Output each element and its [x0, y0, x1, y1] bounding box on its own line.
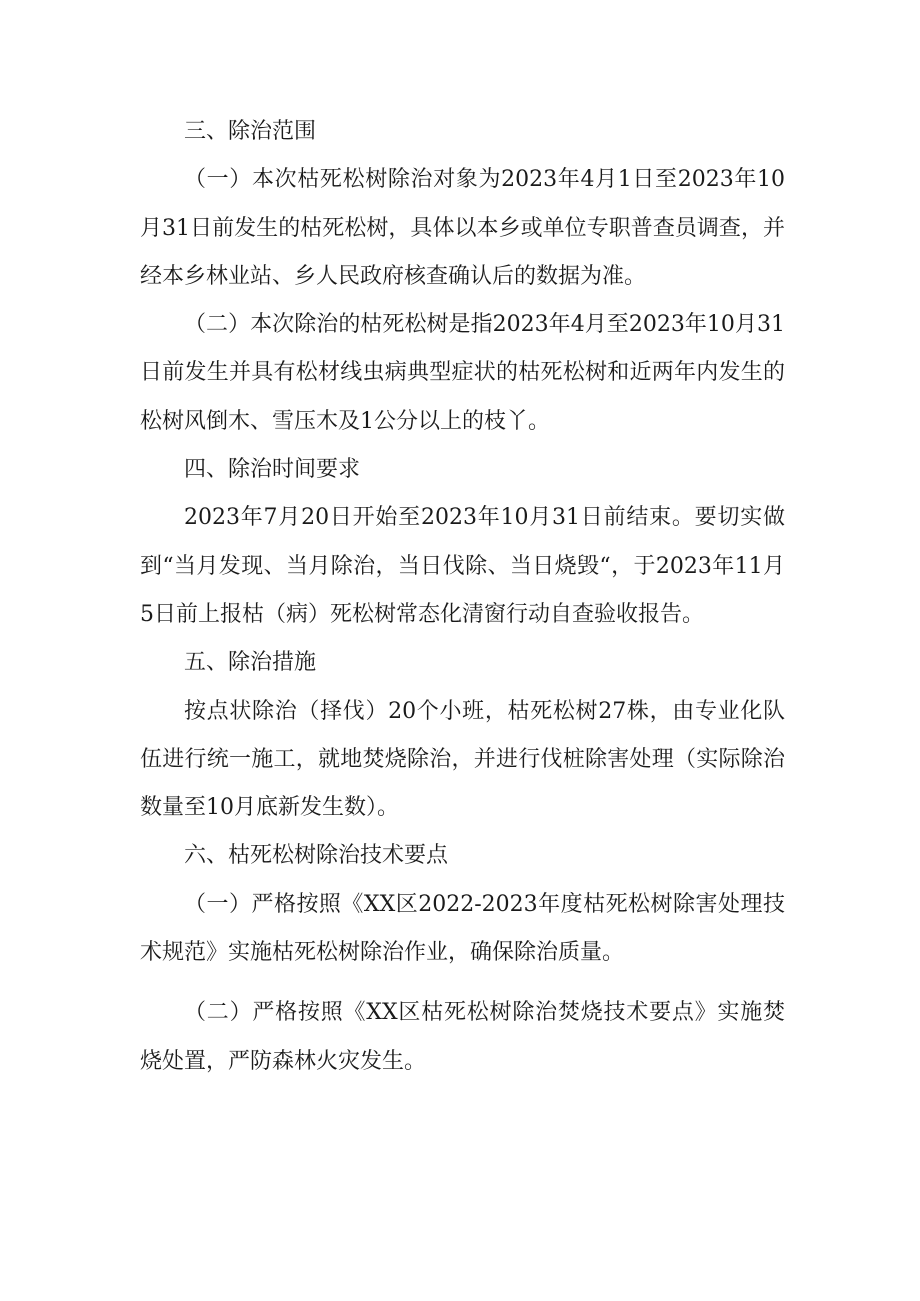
paragraph-3-1: （一）本次枯死松树除治对象为2023年4月1日至2023年10月31日前发生的枯死松树，具体以本乡或单位专职普查员调查，并经本乡林业站、乡人民政府核查确认后的数据为准。	[140, 167, 785, 289]
paragraph-4: 2023年7月20日开始至2023年10月31日前结束。要切实做到“当月发现、当月除治，当日伐除、当日烧毁“，于2023年11月5日前上报枯（病）死松树常态化清窗行动自查验收报告。	[140, 505, 785, 627]
paragraph-6-2: （二）严格按照《XX区枯死松树除治焚烧技术要点》实施焚烧处置，严防森林火灾发生。	[140, 1000, 785, 1074]
paragraph-3-2: （二）本次除治的枯死松树是指2023年4月至2023年10月31日前发生并具有松材线虫病典型症状的枯死松树和近两年内发生的松树风倒木、雪压木及1公分以上的枝丫。	[140, 312, 785, 434]
heading-section-3: 三、除治范围	[184, 119, 317, 144]
document-body	[140, 108, 785, 1086]
heading-section-4: 四、除治时间要求	[184, 457, 361, 483]
heading-section-6: 六、枯死松树除治技术要点	[184, 843, 449, 869]
paragraph-5: 按点状除治（择伐）20个小班，枯死松树27株，由专业化队伍进行统一施工，就地焚烧除治，并进行伐桩除害处理（实际除治数量至10月底新发生数）。	[140, 698, 785, 821]
paragraph-6-1: （一）严格按照《XX区2022-2023年度枯死松树除害处理技术规范》实施枯死松树除治作业，确保除治质量。	[140, 891, 785, 966]
heading-section-5: 五、除治措施	[184, 650, 317, 676]
